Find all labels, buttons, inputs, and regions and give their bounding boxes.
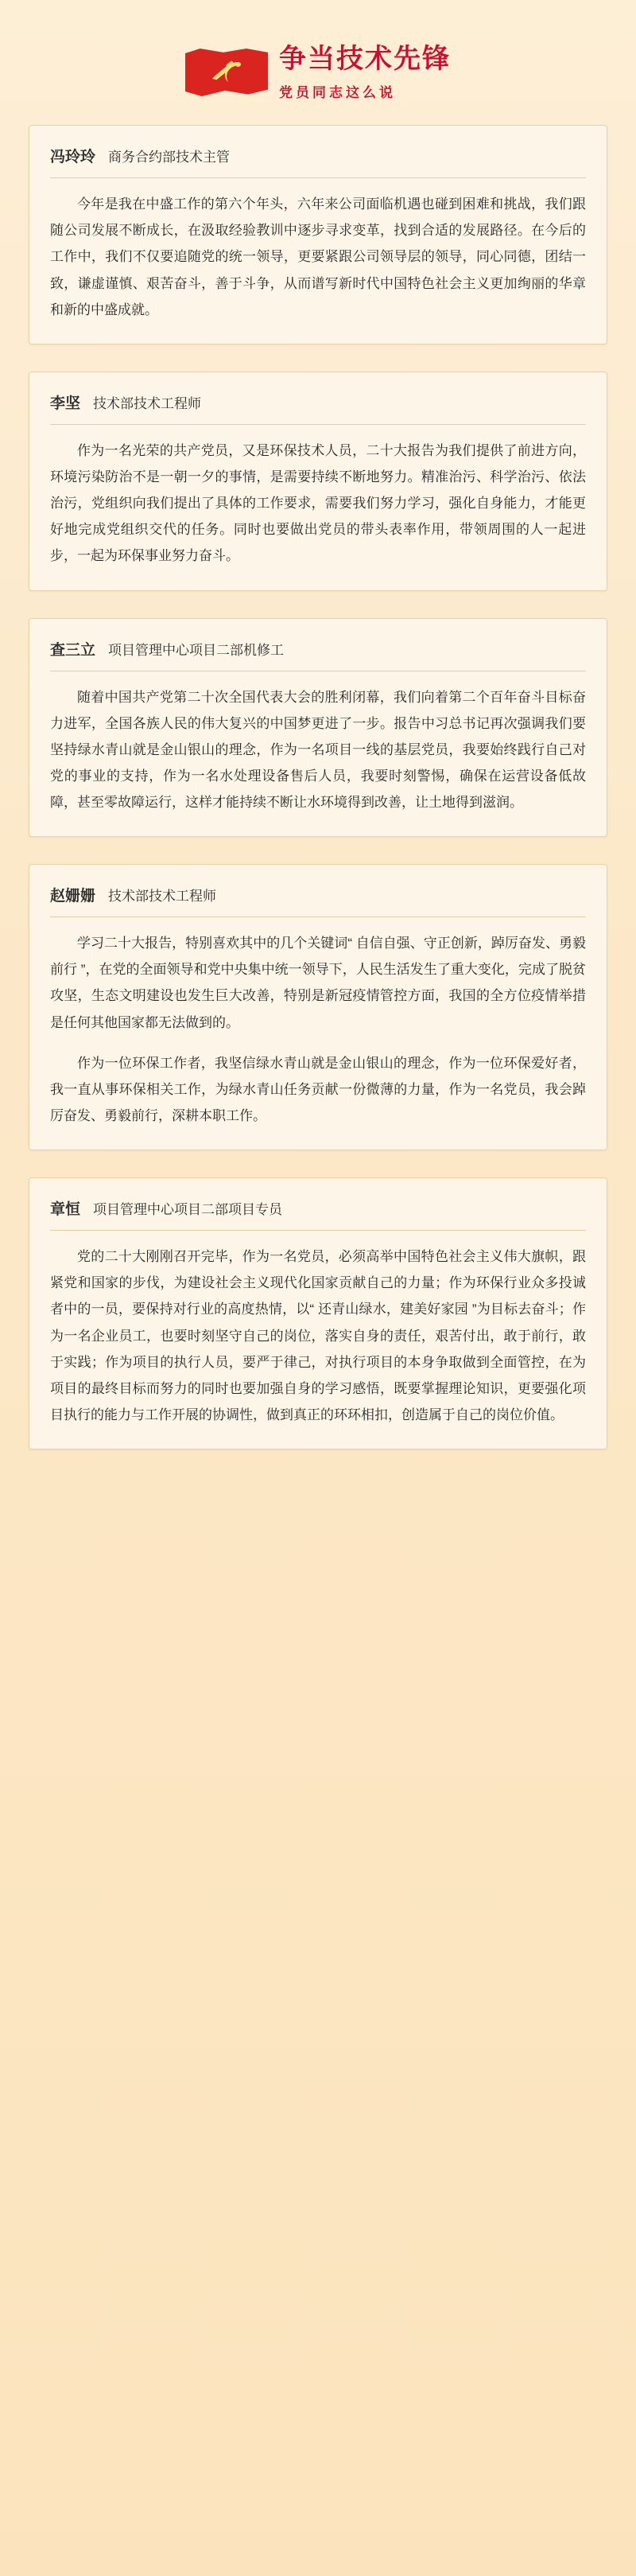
paragraph: 随着中国共产党第二十次全国代表大会的胜利闭幕，我们向着第二个百年奋斗目标奋力进军，全国各族人民的伟大复兴的中国梦更进了一步。报告中习总书记再次强调我们要坚持绿水青山就是金山银山的理念，作为一名项目一线的基层党员，我要始终践行自己对党的事业的支持，作为一名水处理设备售后人员，我要时刻警惕，确保在运营设备低故障，甚至零故障运行，这样才能持续不断让水环境得到改善，让土地得到滋润。	[50, 689, 586, 811]
card-body	[50, 671, 586, 816]
testimonial-card	[29, 125, 607, 344]
card-body	[50, 917, 586, 1129]
person-role: 项目管理中心项目二部项目专员	[93, 1202, 283, 1218]
card-body	[50, 1231, 586, 1428]
paragraph: 作为一位环保工作者，我坚信绿水青山就是金山银山的理念，作为一位环保爱好者，我一直从事环保相关工作，为绿水青山任务贡献一份微薄的力量，作为一名党员，我会踔厉奋发、勇毅前行，深耕本职工作。	[50, 1055, 586, 1124]
page-subtitle: 党员同志这么说	[279, 85, 396, 101]
person-name: 赵姗姗	[50, 888, 96, 905]
card-header	[50, 145, 586, 178]
card-body	[50, 425, 586, 570]
party-flag-icon	[185, 45, 268, 99]
testimonial-card	[29, 1177, 607, 1449]
person-name: 章恒	[50, 1201, 81, 1219]
paragraph: 今年是我在中盛工作的第六个年头，六年来公司面临机遇也碰到困难和挑战，我们跟随公司发展不断成长，在汲取经验教训中逐步寻求变革，找到合适的发展路径。在今后的工作中，我们不仅要追随党的统一领导，更要紧跟公司领导层的领导，同心同德，团结一致，谦虚谨慎、艰苦奋斗，善于斗争，从而谱写新时代中国特色社会主义更加绚丽的华章和新的中盛成就。	[50, 197, 586, 317]
testimonial-card	[29, 372, 607, 591]
paragraph: 作为一名光荣的共产党员，又是环保技术人员，二十大报告为我们提供了前进方向，环境污染防治不是一朝一夕的事情，是需要持续不断地努力。精准治污、科学治污、依法治污，党组织向我们提出了具体的工作要求，需要我们努力学习，强化自身能力，才能更好地完成党组织交代的任务。同时也要做出党员的带头表率作用，带领周围的人一起进步，一起为环保事业努力奋斗。	[50, 442, 586, 564]
person-name: 冯玲玲	[50, 149, 96, 166]
person-role: 技术部技术工程师	[108, 889, 217, 905]
card-header	[50, 884, 586, 917]
page-header	[0, 0, 636, 125]
card-header	[50, 1197, 586, 1231]
person-role: 技术部技术工程师	[93, 395, 202, 411]
card-header	[50, 391, 586, 425]
testimonial-card	[29, 618, 607, 838]
header-row	[185, 44, 451, 101]
testimonial-card	[29, 864, 607, 1150]
paragraph: 学习二十大报告，特别喜欢其中的几个关键词“ 自信自强、守正创新，踔厉奋发、勇毅前行 ”，在党的全面领导和党中央集中统一领导下，人民生活发生了重大变化，完成了脱贫攻坚，生态文明建设也发生巨大改善，特别是新冠疫情管控方面，我国的全方位疫情举措是任何其他国家都无法做到的。	[50, 936, 586, 1030]
hammer-sickle-emblem-icon	[207, 60, 244, 85]
page-title: 争当技术先锋	[279, 44, 451, 74]
card-header	[50, 638, 586, 671]
header-title-block	[279, 44, 451, 101]
paragraph: 党的二十大刚刚召开完毕，作为一名党员，必须高举中国特色社会主义伟大旗帜，跟紧党和国家的步伐，为建设社会主义现代化国家贡献自己的力量；作为环保行业众多投诚者中的一员，要保持对行业的高度热情，以“ 还青山绿水，建美好家园 ”为目标去奋斗；作为一名企业员工，也要时刻坚守自己的岗位，落实自身的责任，艰苦付出，敢于前行，敢于实践；作为项目的执行人员，要严于律己，对执行项目的本身争取做到全面管控，在为项目的最终目标而努力的同时也要加强自身的学习感悟，既要掌握理论知识，更要强化项目执行的能力与工作开展的协调性，做到真正的环环相扣，创造属于自己的岗位价值。	[50, 1249, 586, 1423]
testimonial-list	[0, 125, 636, 1449]
person-role: 商务合约部技术主管	[108, 150, 231, 165]
card-body	[50, 178, 586, 323]
person-name: 查三立	[50, 641, 96, 659]
person-role: 项目管理中心项目二部机修工	[108, 642, 285, 658]
person-name: 李坚	[50, 395, 81, 412]
